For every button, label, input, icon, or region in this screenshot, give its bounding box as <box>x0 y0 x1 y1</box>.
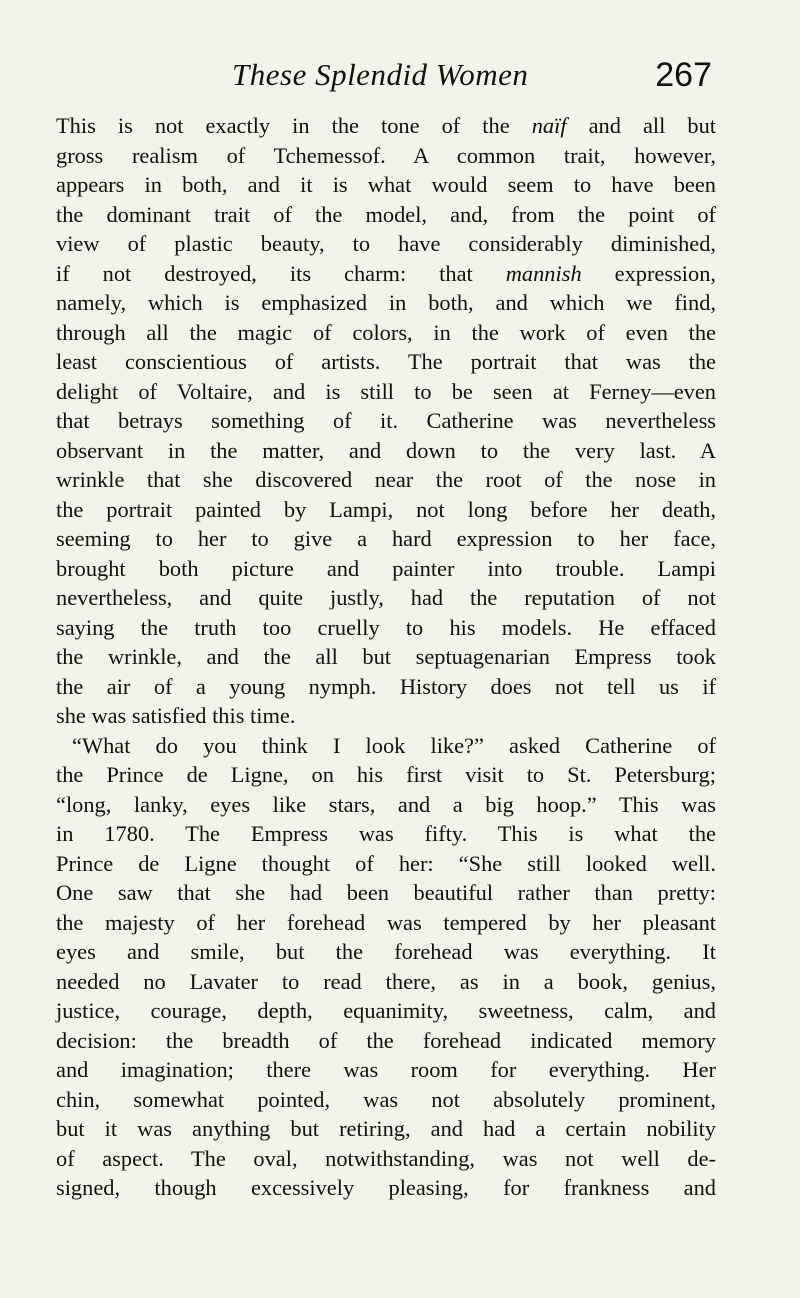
text-run: the dominant trait of the model, and, from the point of <box>56 201 716 227</box>
text-line <box>56 967 716 997</box>
text-run: This is not exactly in the tone of the <box>56 113 532 138</box>
text-line <box>56 819 716 849</box>
text-line <box>56 996 716 1026</box>
text-run: and all but <box>566 113 716 138</box>
text-line <box>56 495 716 525</box>
text-run: observant in the matter, and down to the very last. A <box>56 437 716 463</box>
text-line <box>56 937 716 967</box>
text-line <box>56 1173 716 1203</box>
text-run: namely, which is emphasized in both, and which we find, <box>56 290 716 315</box>
text-run: and imagination; there was room for everything. Her <box>56 1057 716 1082</box>
text-run: One saw that she had been beautiful rather than pretty: <box>56 880 716 905</box>
text-run: “long, lanky, eyes like stars, and a big hoop.” This was <box>56 791 716 817</box>
text-line <box>56 465 716 495</box>
text-run: saying the truth too cruelly to his models. He effaced <box>56 614 716 640</box>
text-line <box>56 170 716 200</box>
text-run: needed no Lavater to read there, as in a book, genius, <box>56 968 716 994</box>
text-line <box>56 259 716 289</box>
text-run: if not destroyed, its charm: that <box>56 260 506 286</box>
text-run: decision: the breadth of the forehead indicated memory <box>56 1027 716 1053</box>
text-line <box>56 642 716 672</box>
text-run: the Prince de Ligne, on his first visit to St. Petersburg; <box>56 762 716 787</box>
text-run: in 1780. The Empress was fifty. This is what the <box>56 821 716 846</box>
text-run: Prince de Ligne thought of her: “She still looked well. <box>56 850 716 876</box>
text-line <box>56 760 716 790</box>
text-line <box>56 878 716 908</box>
text-line <box>56 288 716 318</box>
text-run: signed, though excessively pleasing, for frankness and <box>56 1175 716 1200</box>
text-line <box>56 731 716 761</box>
page-number: 267 <box>655 56 712 94</box>
running-head <box>56 52 712 98</box>
text-line <box>56 347 716 377</box>
text-line <box>56 200 716 230</box>
italic-text-run: mannish <box>505 260 582 286</box>
text-run: brought both picture and painter into trouble. Lampi <box>56 555 716 581</box>
text-run: chin, somewhat pointed, was not absolutely prominent, <box>56 1086 716 1112</box>
text-line <box>56 377 716 407</box>
text-run: least conscientious of artists. The portrait that was the <box>56 349 716 374</box>
text-run: “What do you think I look like?” asked Catherine of <box>72 732 716 758</box>
text-line <box>56 229 716 259</box>
text-line <box>56 613 716 643</box>
text-run: the portrait painted by Lampi, not long before her death, <box>56 496 716 522</box>
text-run: expression, <box>581 260 716 286</box>
italic-text-run: naïf <box>531 113 567 138</box>
text-line <box>56 524 716 554</box>
text-run: eyes and smile, but the forehead was everything. It <box>56 939 716 964</box>
text-run: delight of Voltaire, and is still to be seen at Ferney—even <box>56 378 716 404</box>
text-run: justice, courage, depth, equanimity, sweetness, calm, and <box>56 998 716 1023</box>
text-line <box>56 1085 716 1115</box>
running-title: These Splendid Women <box>232 57 529 92</box>
text-line <box>56 1144 716 1174</box>
text-run: she was satisfied this time. <box>56 703 296 728</box>
text-line <box>56 141 716 171</box>
text-run: appears in both, and it is what would seem to have been <box>56 172 716 197</box>
text-line <box>56 554 716 584</box>
text-line <box>56 672 716 702</box>
text-run: but it was anything but retiring, and had a certain nobility <box>56 1116 716 1141</box>
text-line <box>56 908 716 938</box>
text-line <box>56 436 716 466</box>
text-run: seeming to her to give a hard expression to her face, <box>56 526 716 551</box>
text-line <box>56 701 716 731</box>
text-line <box>56 1114 716 1144</box>
body-text <box>56 111 716 1203</box>
text-line <box>56 318 716 348</box>
text-line <box>56 406 716 436</box>
text-line <box>56 1055 716 1085</box>
text-line <box>56 849 716 879</box>
text-line <box>56 1026 716 1056</box>
text-run: the air of a young nymph. History does not tell us if <box>56 673 716 699</box>
text-run: wrinkle that she discovered near the root of the nose in <box>56 467 716 492</box>
text-run: gross realism of Tchemessof. A common trait, however, <box>56 142 716 168</box>
text-run: view of plastic beauty, to have considerably diminished, <box>56 231 716 256</box>
text-line <box>56 583 716 613</box>
text-line <box>56 111 716 141</box>
text-run: of aspect. The oval, notwithstanding, was not well de- <box>56 1145 716 1171</box>
text-run: the majesty of her forehead was tempered by her pleasant <box>56 909 716 935</box>
text-line <box>56 790 716 820</box>
text-run: the wrinkle, and the all but septuagenarian Empress took <box>56 644 716 669</box>
text-run: nevertheless, and quite justly, had the reputation of not <box>56 585 716 610</box>
text-run: that betrays something of it. Catherine was nevertheless <box>56 408 716 433</box>
text-run: through all the magic of colors, in the work of even the <box>56 319 716 345</box>
